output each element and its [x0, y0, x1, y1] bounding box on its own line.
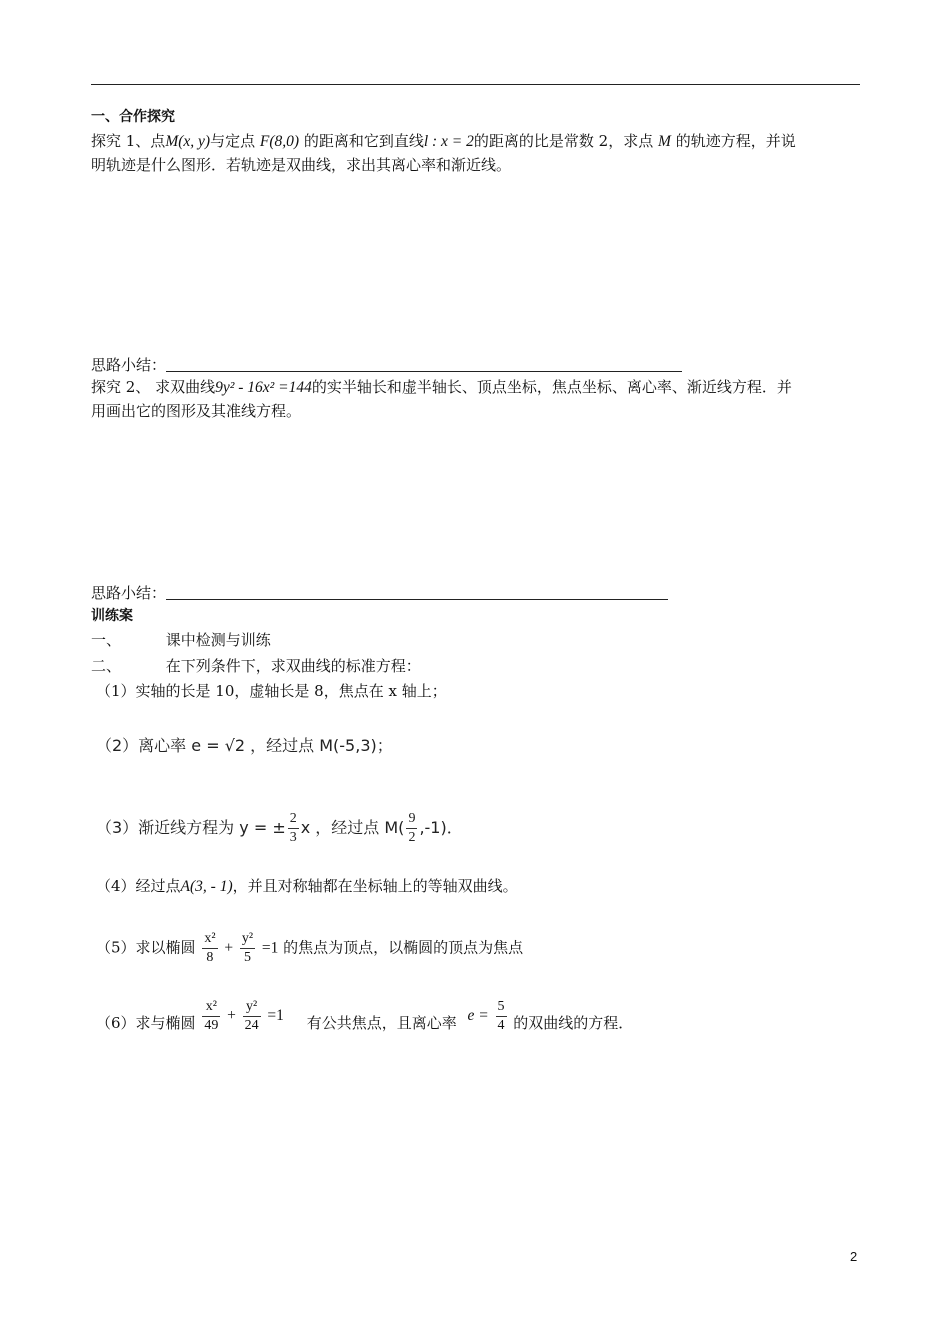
ellipse2-term-y: $\frac{\text{y²}}{24}$: [244, 999, 259, 1033]
summary-1-blank[interactable]: [166, 357, 682, 372]
question-2-line-1: 探究 2、 求双曲线9y² - 16x² =144的实半轴长和虚半轴长、顶点坐标，焦点坐标、离心率、渐近线方程．并: [91, 378, 792, 396]
training-heading: 训练案: [91, 608, 133, 624]
point-a: A(3, - 1): [180, 878, 233, 895]
page-number: 2: [850, 1249, 858, 1264]
problem-4: （4）经过点A(3, - 1)，并且对称轴都在坐标轴上的等轴双曲线。: [96, 877, 518, 895]
fraction-two-thirds: $\frac{2}{3}$: [289, 811, 297, 845]
ellipse-term-x: $\frac{\text{x²}}{8}$: [204, 931, 216, 965]
problem-1: （1）实轴的长是 10，虚轴长是 8，焦点在 x 轴上；: [96, 682, 447, 700]
top-rule: [91, 84, 860, 85]
question-1-line-2: 明轨迹是什么图形．若轨迹是双曲线，求出其离心率和渐近线。: [91, 156, 512, 174]
problem-3: （3）渐近线方程为 y = ± $\frac{2}{3}$ x ，经过点 M( $\frac{9}{2}$ ,-1)．: [96, 811, 463, 845]
section-heading-cooperation: 一、合作探究: [91, 109, 175, 125]
problem-6: （6）求与椭圆 $\frac{\text{x²}}{49}$ + $\frac{\text{y²}}{24}$ =1 有公共焦点，且离心率 e = $\frac{5}{4}$ 的双曲线的方程．: [96, 999, 634, 1033]
summary-2: 思路小结：: [91, 582, 668, 603]
ellipse2-term-x: $\frac{\text{x²}}{49}$: [204, 999, 219, 1033]
problem-2: （2）离心率 e = √2 ，经过点 M(-5,3)；: [96, 736, 393, 755]
training-item-1: 一、 课中检测与训练: [91, 631, 271, 649]
line-l: l : x = 2: [423, 133, 474, 150]
problem-5: （5）求以椭圆 $\frac{\text{x²}}{8}$ + $\frac{\text{y²}}{5}$ =1 的焦点为顶点，以椭圆的顶点为焦点: [96, 931, 524, 965]
fraction-nine-halves: $\frac{9}{2}$: [408, 811, 416, 845]
question-2-line-2: 用画出它的图形及其准线方程。: [91, 402, 302, 420]
ellipse-term-y: $\frac{\text{y²}}{5}$: [241, 931, 254, 965]
point-f: F(8,0): [259, 133, 300, 150]
eccentricity-fraction: $\frac{5}{4}$: [497, 999, 505, 1033]
question-1-line-1: 探究 1、点M(x, y)与定点 F(8,0) 的距离和它到直线l : x = 2的距离的比是常数 2，求点 M 的轨迹方程，并说: [91, 132, 796, 150]
summary-2-blank[interactable]: [166, 585, 668, 600]
training-item-2: 二、 在下列条件下，求双曲线的标准方程：: [91, 657, 421, 675]
summary-1: 思路小结：: [91, 354, 682, 375]
point-m: M(x, y): [165, 133, 211, 150]
hyperbola-equation: 9y² - 16x² =144: [215, 379, 312, 396]
